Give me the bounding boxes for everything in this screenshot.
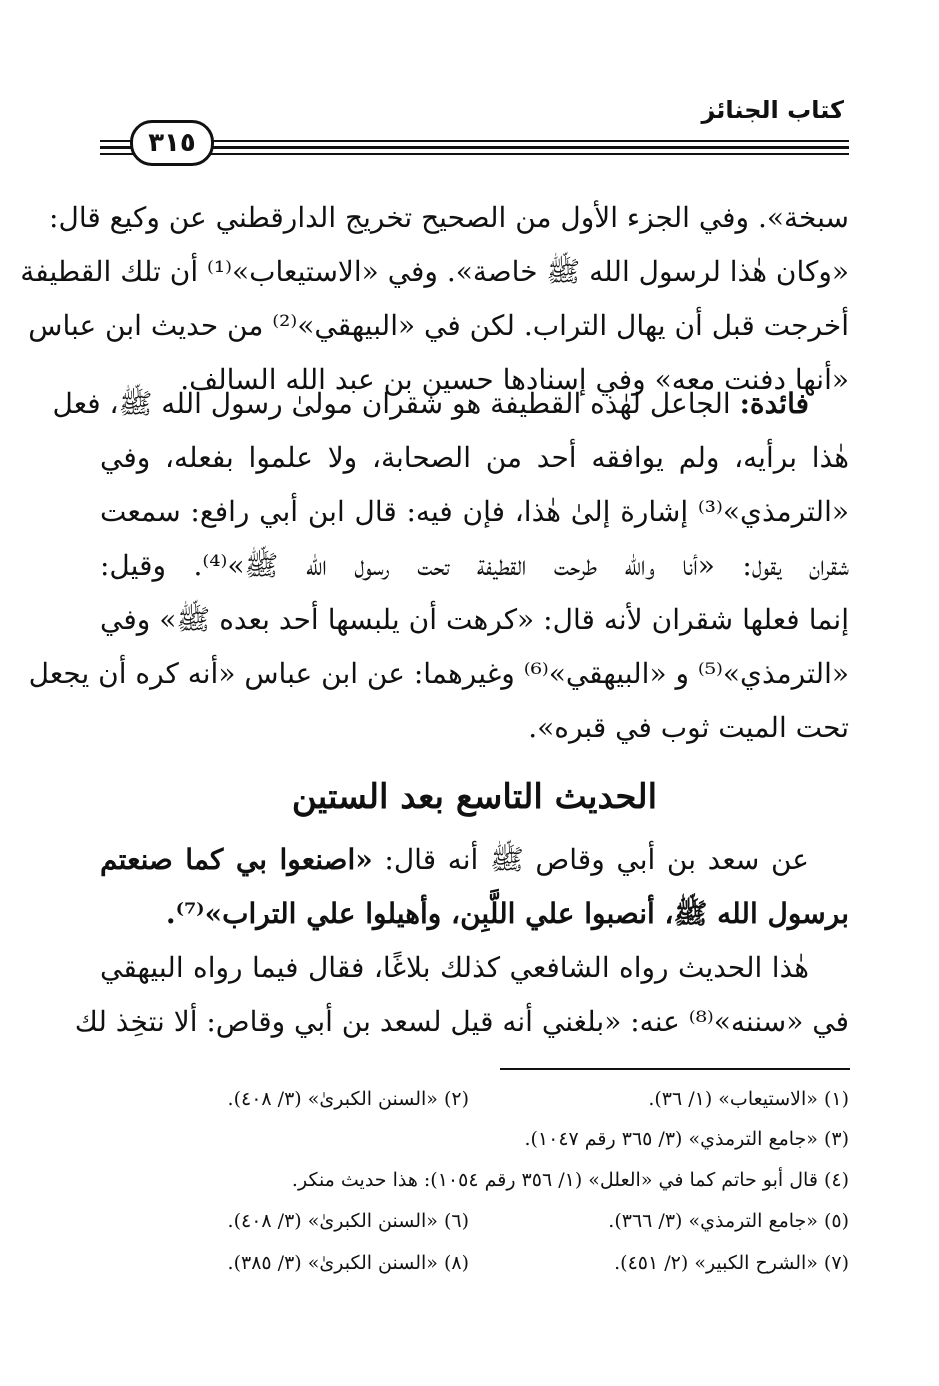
- text-line: هٰذا الحديث رواه الشافعي كذلك بلاغًا، فقال فيما رواه البيهقي: [100, 951, 809, 984]
- paragraph-3: [74, 941, 849, 1049]
- text-line: في «سننه»⁽⁸⁾ عنه: «بلغني أنه قيل لسعد بن أبي وقاص: ألا نتخِذ لك: [74, 1005, 849, 1038]
- section-heading: الحديث التاسع بعد الستين: [291, 777, 658, 817]
- text-line: أخرجت قبل أن يهال التراب. لكن في «البيهقي»⁽²⁾ من حديث ابن عباس: [28, 309, 849, 342]
- note-label: فائدة:: [739, 387, 809, 420]
- footnote-8: (٨) «السنن الكبرىٰ» (٣/ ٣٨٥).: [227, 1252, 469, 1274]
- text-line: شقران يقول: «أنا والله طرحت القطيفة تحت رسول الله ﷺ»⁽⁴⁾. وقيل:: [100, 549, 850, 582]
- footnote-2: (٢) «السنن الكبرىٰ» (٣/ ٤٠٨).: [227, 1088, 469, 1110]
- text-line: «الترمذي»⁽³⁾ إشارة إلىٰ هٰذا، فإن فيه: قال ابن أبي رافع: سمعت: [100, 495, 849, 528]
- text-line: تحت الميت ثوب في قبره».: [528, 711, 849, 744]
- hadith-text: [100, 833, 849, 941]
- text-line: [52, 377, 849, 431]
- text-line: «الترمذي»⁽⁵⁾ و «البيهقي»⁽⁶⁾ وغيرهما: عن ابن عباس «أنه كره أن يجعل: [28, 657, 849, 690]
- hadith-intro: عن سعد بن أبي وقاص ﷺ أنه قال:: [384, 843, 809, 876]
- text-line: هٰذا برأيه، ولم يوافقه أحد من الصحابة، ولا علموا بفعله، وفي: [100, 441, 849, 474]
- page-number: ٣١٥: [130, 120, 214, 166]
- footnote-4: (٤) قال أبو حاتم كما في «العلل» (١/ ٣٥٦ رقم ١٠٥٤): هذا حديث منكر.: [291, 1169, 849, 1191]
- footnote-rule: [500, 1068, 850, 1070]
- footnote-1: (١) «الاستيعاب» (١/ ٣٦).: [648, 1088, 849, 1110]
- paragraph-1: [20, 191, 849, 407]
- text-line: «وكان هٰذا لرسول الله ﷺ خاصة». وفي «الاستيعاب»⁽¹⁾ أن تلك القطيفة: [20, 255, 849, 288]
- text-line: إنما فعلها شقران لأنه قال: «كرهت أن يلبسها أحد بعده ﷺ» وفي: [100, 603, 849, 636]
- footnote-6: (٦) «السنن الكبرىٰ» (٣/ ٤٠٨).: [227, 1210, 469, 1232]
- running-header-title: كتاب الجنائز: [701, 96, 844, 124]
- note-text: الجاعل لهٰذه القطيفة هو شقران مولىٰ رسول الله ﷺ، فعل: [52, 387, 731, 420]
- footnote-7: (٧) «الشرح الكبير» (٢/ ٤٥١).: [614, 1252, 849, 1274]
- hadith-quote: «اصنعوا بي كما صنعتم: [100, 843, 373, 876]
- footnote-5: (٥) «جامع الترمذي» (٣/ ٣٦٦).: [608, 1210, 849, 1232]
- footnote-3: (٣) «جامع الترمذي» (٣/ ٣٦٥ رقم ١٠٤٧).: [524, 1128, 849, 1150]
- text-line: سبخة». وفي الجزء الأول من الصحيح تخريج الدارقطني عن وكيع قال:: [49, 201, 849, 234]
- header-rule: [100, 153, 849, 155]
- paragraph-2: [28, 377, 850, 755]
- text-line: «أنها دفنت معه» وفي إسنادها حسين بن عبد الله السالف.: [180, 363, 849, 396]
- text-line: برسول الله ﷺ، أنصبوا علي اللَّبِن، وأهيلوا علي التراب»⁽⁷⁾.: [165, 897, 849, 930]
- text-line: [100, 833, 849, 887]
